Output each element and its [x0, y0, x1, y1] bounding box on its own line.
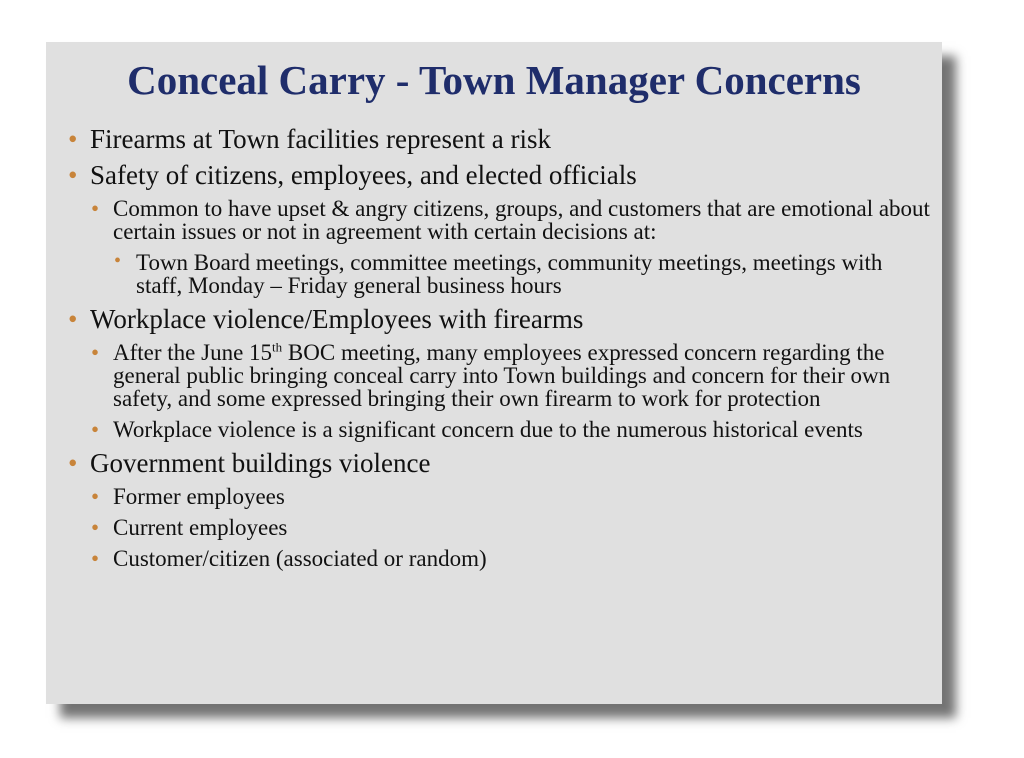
bullet-item	[68, 126, 930, 153]
bullet-icon: •	[68, 304, 78, 334]
slide	[46, 42, 942, 704]
bullet-text: Town Board meetings, committee meetings, community meetings, meetings with staff, Monday – Friday general business hours	[136, 250, 883, 298]
bullet-text: Workplace violence is a significant concern due to the numerous historical events	[113, 417, 863, 442]
slide-title: Conceal Carry - Town Manager Concerns	[127, 57, 861, 103]
ordinal-suffix: th	[272, 339, 283, 355]
bullet-text: Firearms at Town facilities represent a risk	[90, 124, 551, 154]
bullet-text-end: BOC meeting, many employees expressed concern regarding the general public bringing conceal carry into Town buildings and concern for their own safety, and some expressed bringing their own firearm to work for protection	[113, 340, 891, 411]
bullet-icon: •	[91, 515, 100, 540]
bullet-text: Current employees	[113, 515, 288, 540]
bullet-item	[68, 162, 930, 189]
bullet-text: Workplace violence/Employees with firearms	[90, 304, 584, 334]
bullet-icon: •	[68, 448, 78, 478]
bullet-icon: •	[68, 160, 78, 190]
bullet-text: Common to have upset & angry citizens, groups, and customers that are emotional about certain issues or not in agreement with certain decisions at:	[113, 196, 930, 244]
bullet-item	[68, 450, 930, 477]
bullet-text	[113, 340, 890, 411]
bullet-icon: •	[68, 124, 78, 154]
sub-sub-bullet-item	[68, 251, 930, 297]
bullet-text: Customer/citizen (associated or random)	[113, 546, 487, 571]
sub-bullet-item	[68, 418, 930, 441]
bullet-text-start: After the June 15	[113, 340, 273, 365]
bullet-icon: •	[91, 196, 100, 221]
sub-bullet-item	[68, 341, 930, 410]
bullet-text: Former employees	[113, 484, 285, 509]
bullet-icon: •	[91, 484, 100, 509]
bullet-icon: •	[91, 546, 100, 571]
sub-bullet-item	[68, 547, 930, 570]
sub-bullet-item	[68, 485, 930, 508]
sub-bullet-item	[68, 197, 930, 243]
bullet-text: Government buildings violence	[90, 448, 431, 478]
bullet-item	[68, 306, 930, 333]
bullet-icon: •	[114, 250, 122, 272]
sub-bullet-item	[68, 516, 930, 539]
bullet-icon: •	[91, 340, 100, 365]
bullet-text: Safety of citizens, employees, and elected officials	[90, 160, 637, 190]
bullet-list	[68, 126, 930, 570]
bullet-icon: •	[91, 417, 100, 442]
